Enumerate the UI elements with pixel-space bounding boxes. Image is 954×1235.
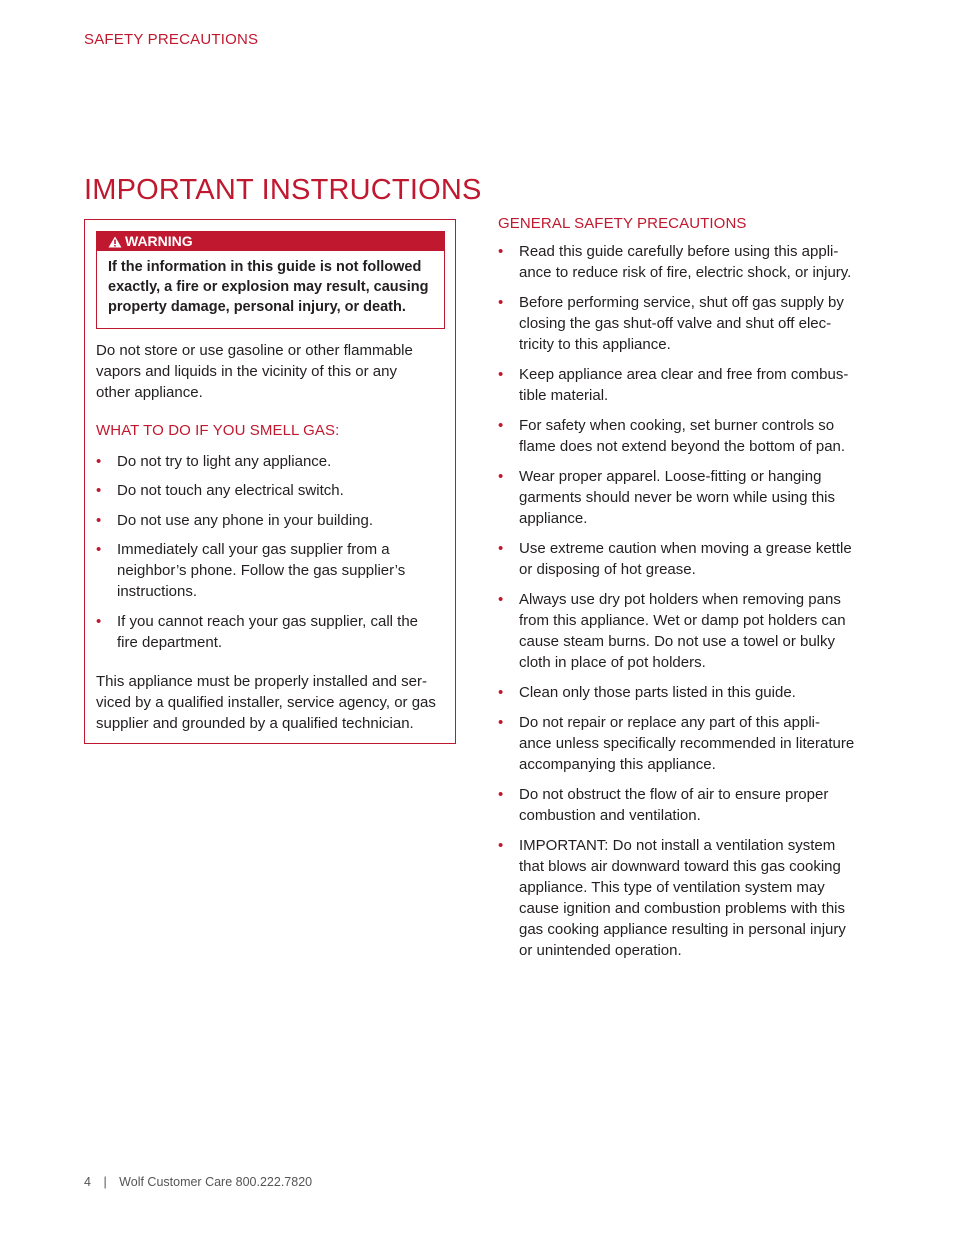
list-item-line: Do not use any phone in your building. bbox=[117, 512, 374, 529]
list-item bbox=[96, 539, 448, 602]
important-text: Do not install a ventilation system bbox=[608, 837, 836, 854]
list-item-line: closing the gas shut-off valve and shut off elec- bbox=[519, 315, 832, 332]
bullet-icon: • bbox=[96, 613, 102, 630]
warning-line: exactly, a fire or explosion may result, causing bbox=[108, 279, 429, 295]
bullet-icon: • bbox=[96, 512, 102, 529]
list-item bbox=[498, 292, 878, 355]
list-item-line: Read this guide carefully before using this appli- bbox=[519, 243, 839, 260]
list-item-line: Do not obstruct the flow of air to ensure proper bbox=[519, 786, 829, 803]
list-item-line: that blows air downward toward this gas cooking bbox=[519, 858, 841, 875]
warning-label: WARNING bbox=[125, 233, 193, 249]
list-item-line: Use extreme caution when moving a grease kettle bbox=[519, 540, 852, 557]
list-item bbox=[498, 712, 878, 775]
page-title: IMPORTANT INSTRUCTIONS bbox=[84, 174, 482, 206]
list-item-line: accompanying this appliance. bbox=[519, 756, 716, 773]
list-item bbox=[498, 784, 878, 826]
list-item-line: tible material. bbox=[519, 387, 609, 404]
storage-paragraph bbox=[96, 340, 448, 403]
list-item-line: For safety when cooking, set burner controls so bbox=[519, 417, 835, 434]
paragraph-line: other appliance. bbox=[96, 384, 203, 401]
paragraph-line: This appliance must be properly installed and ser- bbox=[96, 673, 428, 690]
footer-contact: Wolf Customer Care 800.222.7820 bbox=[119, 1175, 313, 1189]
list-item-line: from this appliance. Wet or damp pot holders can bbox=[519, 612, 846, 629]
list-item-line: Immediately call your gas supplier from a bbox=[117, 541, 390, 558]
list-item bbox=[498, 589, 878, 673]
warning-line: property damage, personal injury, or death. bbox=[108, 299, 406, 315]
list-item-line: Clean only those parts listed in this guide. bbox=[519, 684, 796, 701]
page-number: 4 bbox=[84, 1175, 91, 1189]
list-item bbox=[498, 682, 878, 703]
list-item-line: cause ignition and combustion problems with this bbox=[519, 900, 846, 917]
general-safety-column bbox=[498, 215, 878, 961]
bullet-icon: • bbox=[96, 453, 102, 470]
paragraph-line: vapors and liquids in the vicinity of this or any bbox=[96, 363, 397, 380]
list-item-line: cloth in place of pot holders. bbox=[519, 654, 706, 671]
warning-box bbox=[96, 231, 445, 329]
bullet-icon: • bbox=[96, 482, 102, 499]
list-item-line: or disposing of hot grease. bbox=[519, 561, 696, 578]
list-item bbox=[96, 451, 448, 472]
list-item-line: neighbor’s phone. Follow the gas supplier’s bbox=[117, 562, 406, 579]
list-item bbox=[498, 241, 878, 283]
general-safety-heading: GENERAL SAFETY PRECAUTIONS bbox=[498, 215, 747, 232]
bullet-icon: • bbox=[498, 786, 504, 803]
list-item-line bbox=[519, 835, 878, 856]
list-item-line: Wear proper apparel. Loose-fitting or hanging bbox=[519, 468, 822, 485]
installation-paragraph bbox=[96, 671, 448, 734]
list-item-line: Do not touch any electrical switch. bbox=[117, 482, 344, 499]
paragraph-line: supplier and grounded by a qualified technician. bbox=[96, 715, 414, 732]
list-item bbox=[498, 364, 878, 406]
bullet-icon: • bbox=[498, 366, 504, 383]
list-item bbox=[498, 466, 878, 529]
list-item-line: Always use dry pot holders when removing pans bbox=[519, 591, 841, 608]
list-item-line: Keep appliance area clear and free from combus- bbox=[519, 366, 849, 383]
footer-separator: | bbox=[103, 1175, 107, 1189]
list-item-line: cause steam burns. Do not use a towel or bulky bbox=[519, 633, 835, 650]
list-item-line: instructions. bbox=[117, 583, 198, 600]
list-item-line: gas cooking appliance resulting in personal injury bbox=[519, 921, 846, 938]
warning-line: If the information in this guide is not followed bbox=[108, 259, 422, 275]
smell-gas-list bbox=[96, 451, 448, 653]
list-item-line: fire department. bbox=[117, 634, 223, 651]
bullet-icon: • bbox=[498, 468, 504, 485]
paragraph-line: Do not store or use gasoline or other flammable bbox=[96, 342, 413, 359]
list-item-line: If you cannot reach your gas supplier, call the bbox=[117, 613, 419, 630]
important-list-item bbox=[498, 835, 878, 961]
list-item bbox=[96, 510, 448, 531]
bullet-icon: • bbox=[498, 540, 504, 557]
warning-bar bbox=[97, 232, 444, 251]
bullet-icon: • bbox=[96, 541, 102, 558]
smell-gas-heading: WHAT TO DO IF YOU SMELL GAS: bbox=[96, 422, 340, 439]
bullet-icon: • bbox=[498, 591, 504, 608]
bullet-icon: • bbox=[498, 837, 504, 854]
list-item-line: Before performing service, shut off gas supply by bbox=[519, 294, 844, 311]
general-safety-list bbox=[498, 241, 878, 961]
bullet-icon: • bbox=[498, 294, 504, 311]
bullet-icon: • bbox=[498, 417, 504, 434]
list-item bbox=[96, 480, 448, 501]
list-item-line: Do not repair or replace any part of this appli- bbox=[519, 714, 820, 731]
list-item-line: ance to reduce risk of fire, electric shock, or injury. bbox=[519, 264, 852, 281]
list-item-line: Do not try to light any appliance. bbox=[117, 453, 332, 470]
list-item-line: or unintended operation. bbox=[519, 942, 682, 959]
list-item-line: appliance. This type of ventilation system may bbox=[519, 879, 825, 896]
list-item-line: appliance. bbox=[519, 510, 588, 527]
footer bbox=[84, 1175, 312, 1189]
bullet-icon: • bbox=[498, 243, 504, 260]
paragraph-line: viced by a qualified installer, service agency, or gas bbox=[96, 694, 436, 711]
list-item-line: tricity to this appliance. bbox=[519, 336, 671, 353]
list-item bbox=[498, 415, 878, 457]
important-label: IMPORTANT: bbox=[519, 837, 609, 854]
section-header: SAFETY PRECAUTIONS bbox=[84, 31, 259, 48]
warning-text bbox=[97, 251, 444, 317]
list-item-line: combustion and ventilation. bbox=[519, 807, 701, 824]
bullet-icon: • bbox=[498, 684, 504, 701]
bullet-icon: • bbox=[498, 714, 504, 731]
list-item bbox=[498, 538, 878, 580]
list-item-line: garments should never be worn while using this bbox=[519, 489, 836, 506]
list-item-line: ance unless specifically recommended in literature bbox=[519, 735, 855, 752]
warning-triangle-icon bbox=[108, 236, 122, 248]
list-item bbox=[96, 611, 448, 653]
instructions-box bbox=[84, 219, 456, 744]
list-item-line: flame does not extend beyond the bottom of pan. bbox=[519, 438, 846, 455]
